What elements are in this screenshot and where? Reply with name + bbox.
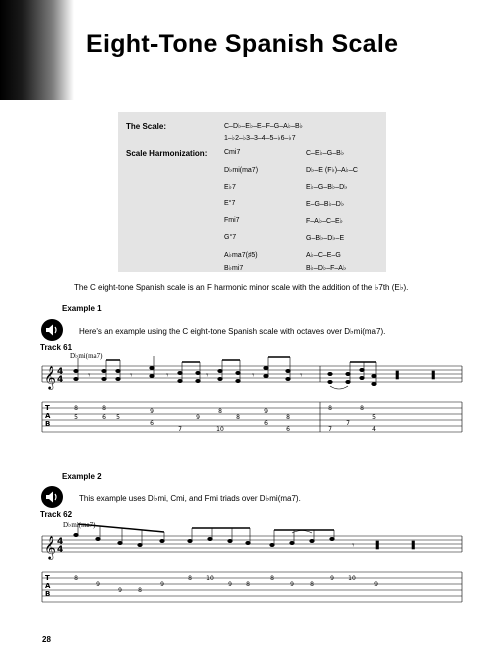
harmonization-chord: G°7: [224, 234, 237, 241]
example-2-chord-symbol: D♭mi(ma7): [63, 521, 96, 529]
svg-text:7: 7: [346, 420, 350, 427]
harmonization-chord: Cmi7: [224, 149, 241, 156]
harmonization-notes: C–E♭–G–B♭: [306, 150, 345, 157]
svg-text:8: 8: [246, 581, 250, 588]
svg-text:6: 6: [264, 420, 268, 427]
svg-text:8: 8: [102, 405, 106, 412]
svg-text:10: 10: [216, 426, 224, 433]
example-2-rests: [352, 541, 355, 551]
example-1-clef: [44, 365, 56, 390]
svg-text:6: 6: [286, 426, 290, 433]
svg-text:4: 4: [372, 426, 376, 433]
example-1-description: Here's an example using the C eight-tone Spanish scale with octaves over D♭mi(ma7).: [79, 327, 386, 336]
example-2-description: This example uses D♭mi, Cmi, and Fmi triads over D♭mi(ma7).: [79, 494, 301, 503]
harmonization-chord: E°7: [224, 200, 236, 207]
example-1-chord-symbol: D♭mi(ma7): [70, 352, 103, 360]
example-1-tab-numbers: [74, 405, 376, 433]
example-2-time-sig: [57, 537, 63, 555]
svg-text:7: 7: [328, 426, 332, 433]
svg-text:8: 8: [188, 575, 192, 582]
example-2-title: Example 2: [62, 472, 102, 481]
svg-text:T: T: [45, 574, 50, 582]
harmonization-notes: B♭–D♭–F–A♭: [306, 265, 347, 272]
svg-text:9: 9: [228, 581, 232, 588]
harmonization-chord: A♭ma7(♯5): [224, 252, 258, 259]
svg-text:10: 10: [206, 575, 214, 582]
svg-text:𝄾: 𝄾: [300, 371, 303, 381]
svg-text:4: 4: [57, 537, 64, 547]
svg-text:𝄞: 𝄞: [44, 535, 56, 559]
harmonization-chord: B♭mi7: [224, 265, 244, 272]
harmonization-notes: E–G–B♭–D♭: [306, 201, 345, 208]
svg-text:8: 8: [236, 414, 240, 421]
svg-text:𝄾: 𝄾: [88, 371, 91, 381]
harmonization-notes: D♭–E (F♭)–A♭–C: [306, 167, 358, 174]
svg-text:6: 6: [102, 414, 106, 421]
svg-text:8: 8: [328, 405, 332, 412]
example-1-title: Example 1: [62, 304, 102, 313]
svg-text:4: 4: [57, 545, 64, 555]
harmonization-label: Scale Harmonization:: [126, 149, 208, 158]
svg-text:𝄾: 𝄾: [130, 371, 133, 381]
svg-text:𝄞: 𝄞: [44, 365, 56, 389]
svg-text:10: 10: [348, 575, 356, 582]
svg-text:9: 9: [330, 575, 334, 582]
svg-text:9: 9: [160, 581, 164, 588]
svg-text:9: 9: [150, 408, 154, 415]
harmonization-notes: F–A♭–C–E♭: [306, 218, 343, 225]
svg-text:9: 9: [374, 581, 378, 588]
example-2-tab-label: [45, 574, 51, 598]
svg-text:7: 7: [178, 426, 182, 433]
example-2-notes: [74, 524, 415, 549]
harmonization-chord: E♭7: [224, 184, 236, 191]
svg-text:8: 8: [270, 575, 274, 582]
harmonization-notes: G–B♭–D♭–E: [306, 235, 345, 242]
svg-text:5: 5: [74, 414, 78, 421]
svg-text:8: 8: [360, 405, 364, 412]
svg-text:𝄾: 𝄾: [206, 371, 209, 381]
svg-text:8: 8: [218, 408, 222, 415]
svg-text:9: 9: [96, 581, 100, 588]
svg-text:B: B: [45, 590, 51, 598]
track-62-label: Track 62: [40, 510, 73, 519]
harmonization-notes: A♭–C–E–G: [306, 252, 341, 259]
svg-text:6: 6: [150, 420, 154, 427]
scale-degrees: 1–♭2–♭3–3–4–5–♭6–♭7: [224, 135, 296, 142]
svg-text:5: 5: [116, 414, 120, 421]
svg-text:T: T: [45, 404, 50, 412]
example-1-time-sig: [57, 367, 63, 385]
svg-text:9: 9: [264, 408, 268, 415]
harmonization-chord: D♭mi(ma7): [224, 167, 259, 174]
example-2-staff: [42, 536, 462, 552]
svg-text:𝄾: 𝄾: [352, 541, 355, 551]
svg-text:4: 4: [57, 375, 64, 385]
page-title: Eight-Tone Spanish Scale: [86, 30, 399, 58]
svg-text:8: 8: [286, 414, 290, 421]
svg-text:9: 9: [290, 581, 294, 588]
example-2-clef: [44, 535, 56, 560]
scale-notes: C–D♭–E♭–E–F–G–A♭–B♭: [224, 123, 303, 130]
scale-label: The Scale:: [126, 122, 167, 131]
svg-text:9: 9: [118, 587, 122, 594]
svg-text:𝄾: 𝄾: [166, 371, 169, 381]
svg-text:B: B: [45, 420, 51, 428]
svg-text:𝄾: 𝄾: [252, 371, 255, 381]
harmonization-chord: Fmi7: [224, 217, 240, 224]
svg-text:8: 8: [74, 575, 78, 582]
svg-text:8: 8: [310, 581, 314, 588]
page-number: 28: [42, 635, 51, 644]
harmonization-notes: E♭–G–B♭–D♭: [306, 184, 348, 191]
svg-text:A: A: [45, 582, 51, 590]
svg-text:A: A: [45, 412, 51, 420]
svg-text:9: 9: [196, 414, 200, 421]
svg-text:5: 5: [372, 414, 376, 421]
svg-text:8: 8: [138, 587, 142, 594]
intro-paragraph: The C eight-tone Spanish scale is an F harmonic minor scale with the addition of the ♭7th (E♭).: [74, 283, 409, 292]
example-1-tab-label: [45, 404, 51, 428]
svg-text:4: 4: [57, 367, 64, 377]
svg-text:8: 8: [74, 405, 78, 412]
track-61-label: Track 61: [40, 343, 73, 352]
example-2-tab: [42, 572, 462, 602]
